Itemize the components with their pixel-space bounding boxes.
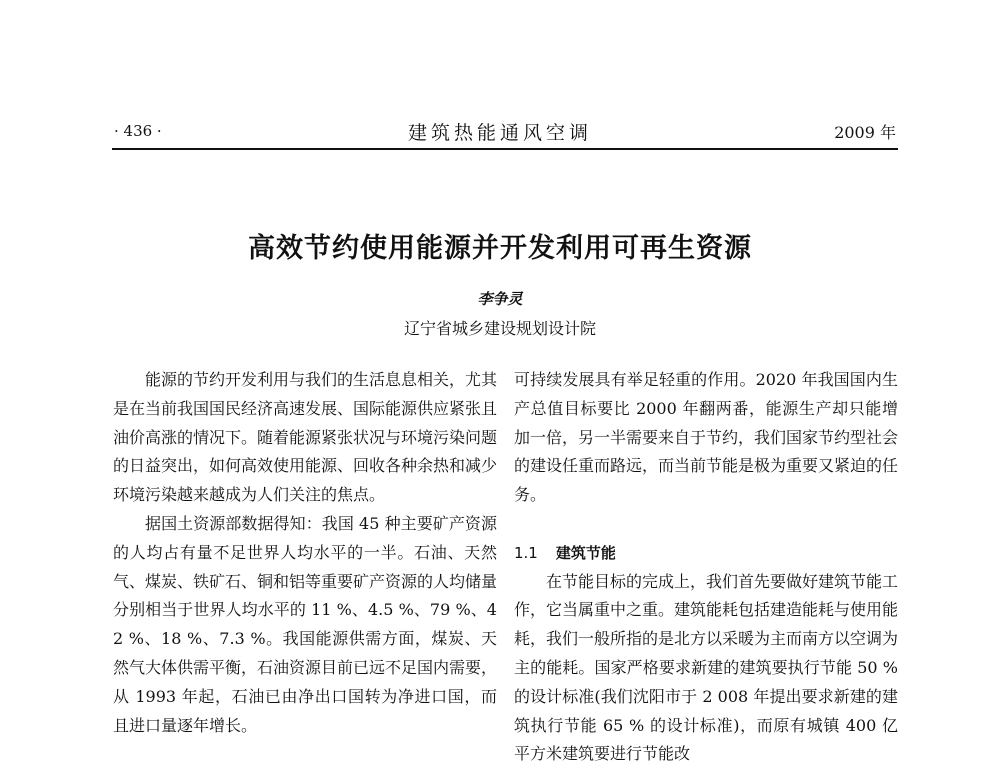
section-heading [514,539,898,568]
section-title: 建筑节能 [555,543,616,562]
left-column [113,366,497,740]
section-number: 1.1 [514,543,538,562]
header-rule [112,148,898,150]
paragraph-continuation: 可持续发展具有举足轻重的作用。2020 年我国国内生产总值目标要比 2000 年翻两番，能源生产却只能增加一倍，另一半需要来自于节约，我们国家节约型社会的建设任重而路远，而当前节能是极为重要又紧迫的任务。 [514,370,899,505]
author-name: 李争灵 [477,290,523,308]
running-header [0,110,1000,150]
paragraph-intro: 能源的节约开发利用与我们的生活息息相关，尤其是在当前我国国民经济高速发展、国际能源供应紧张且油价高涨的情况下。随着能源紧张状况与环境污染问题的日益突出，如何高效使用能源、回收各种余热和减少环境污染越来越成为人们关注的焦点。 [113,370,498,505]
paragraph-building-energy: 在节能目标的完成上，我们首先要做好建筑节能工作，它当属重中之重。建筑能耗包括建造能耗与使用能耗，我们一般所指的是北方以采暖为主而南方以空调为主的能耗。国家严格要求新建的建筑要执行节能 50 % 的设计标准(我们沈阳市于 2 008 年提出要求新建的建筑执行节能 65 % 的设计标准)，而原有城镇 400 亿平方米建筑要进行节能改 [514,571,899,764]
paragraph-resources: 据国土资源部数据得知：我国 45 种主要矿产资源的人均占有量不足世界人均水平的一半。石油、天然气、煤炭、铁矿石、铜和铝等重要矿产资源的人均储量分别相当于世界人均水平的 11 %、4.5 %、79 %、4 2 %、18 %、7.3 %。我国能源供需方面，煤炭、天然气大体供需平衡，石油资源目前已远不足国内需要，从 1993 年起，石油已由净出口国转为净进口国，而且进口量逐年增长。 [113,513,498,735]
right-column [514,366,898,769]
page-number: · 436 · [114,122,162,140]
article-title: 高效节约使用能源并开发利用可再生资源 [248,233,752,264]
author-affiliation: 辽宁省城乡建设规划设计院 [403,319,596,338]
journal-name: 建筑热能通风空调 [407,122,592,144]
journal-year: 2009 年 [834,123,896,142]
